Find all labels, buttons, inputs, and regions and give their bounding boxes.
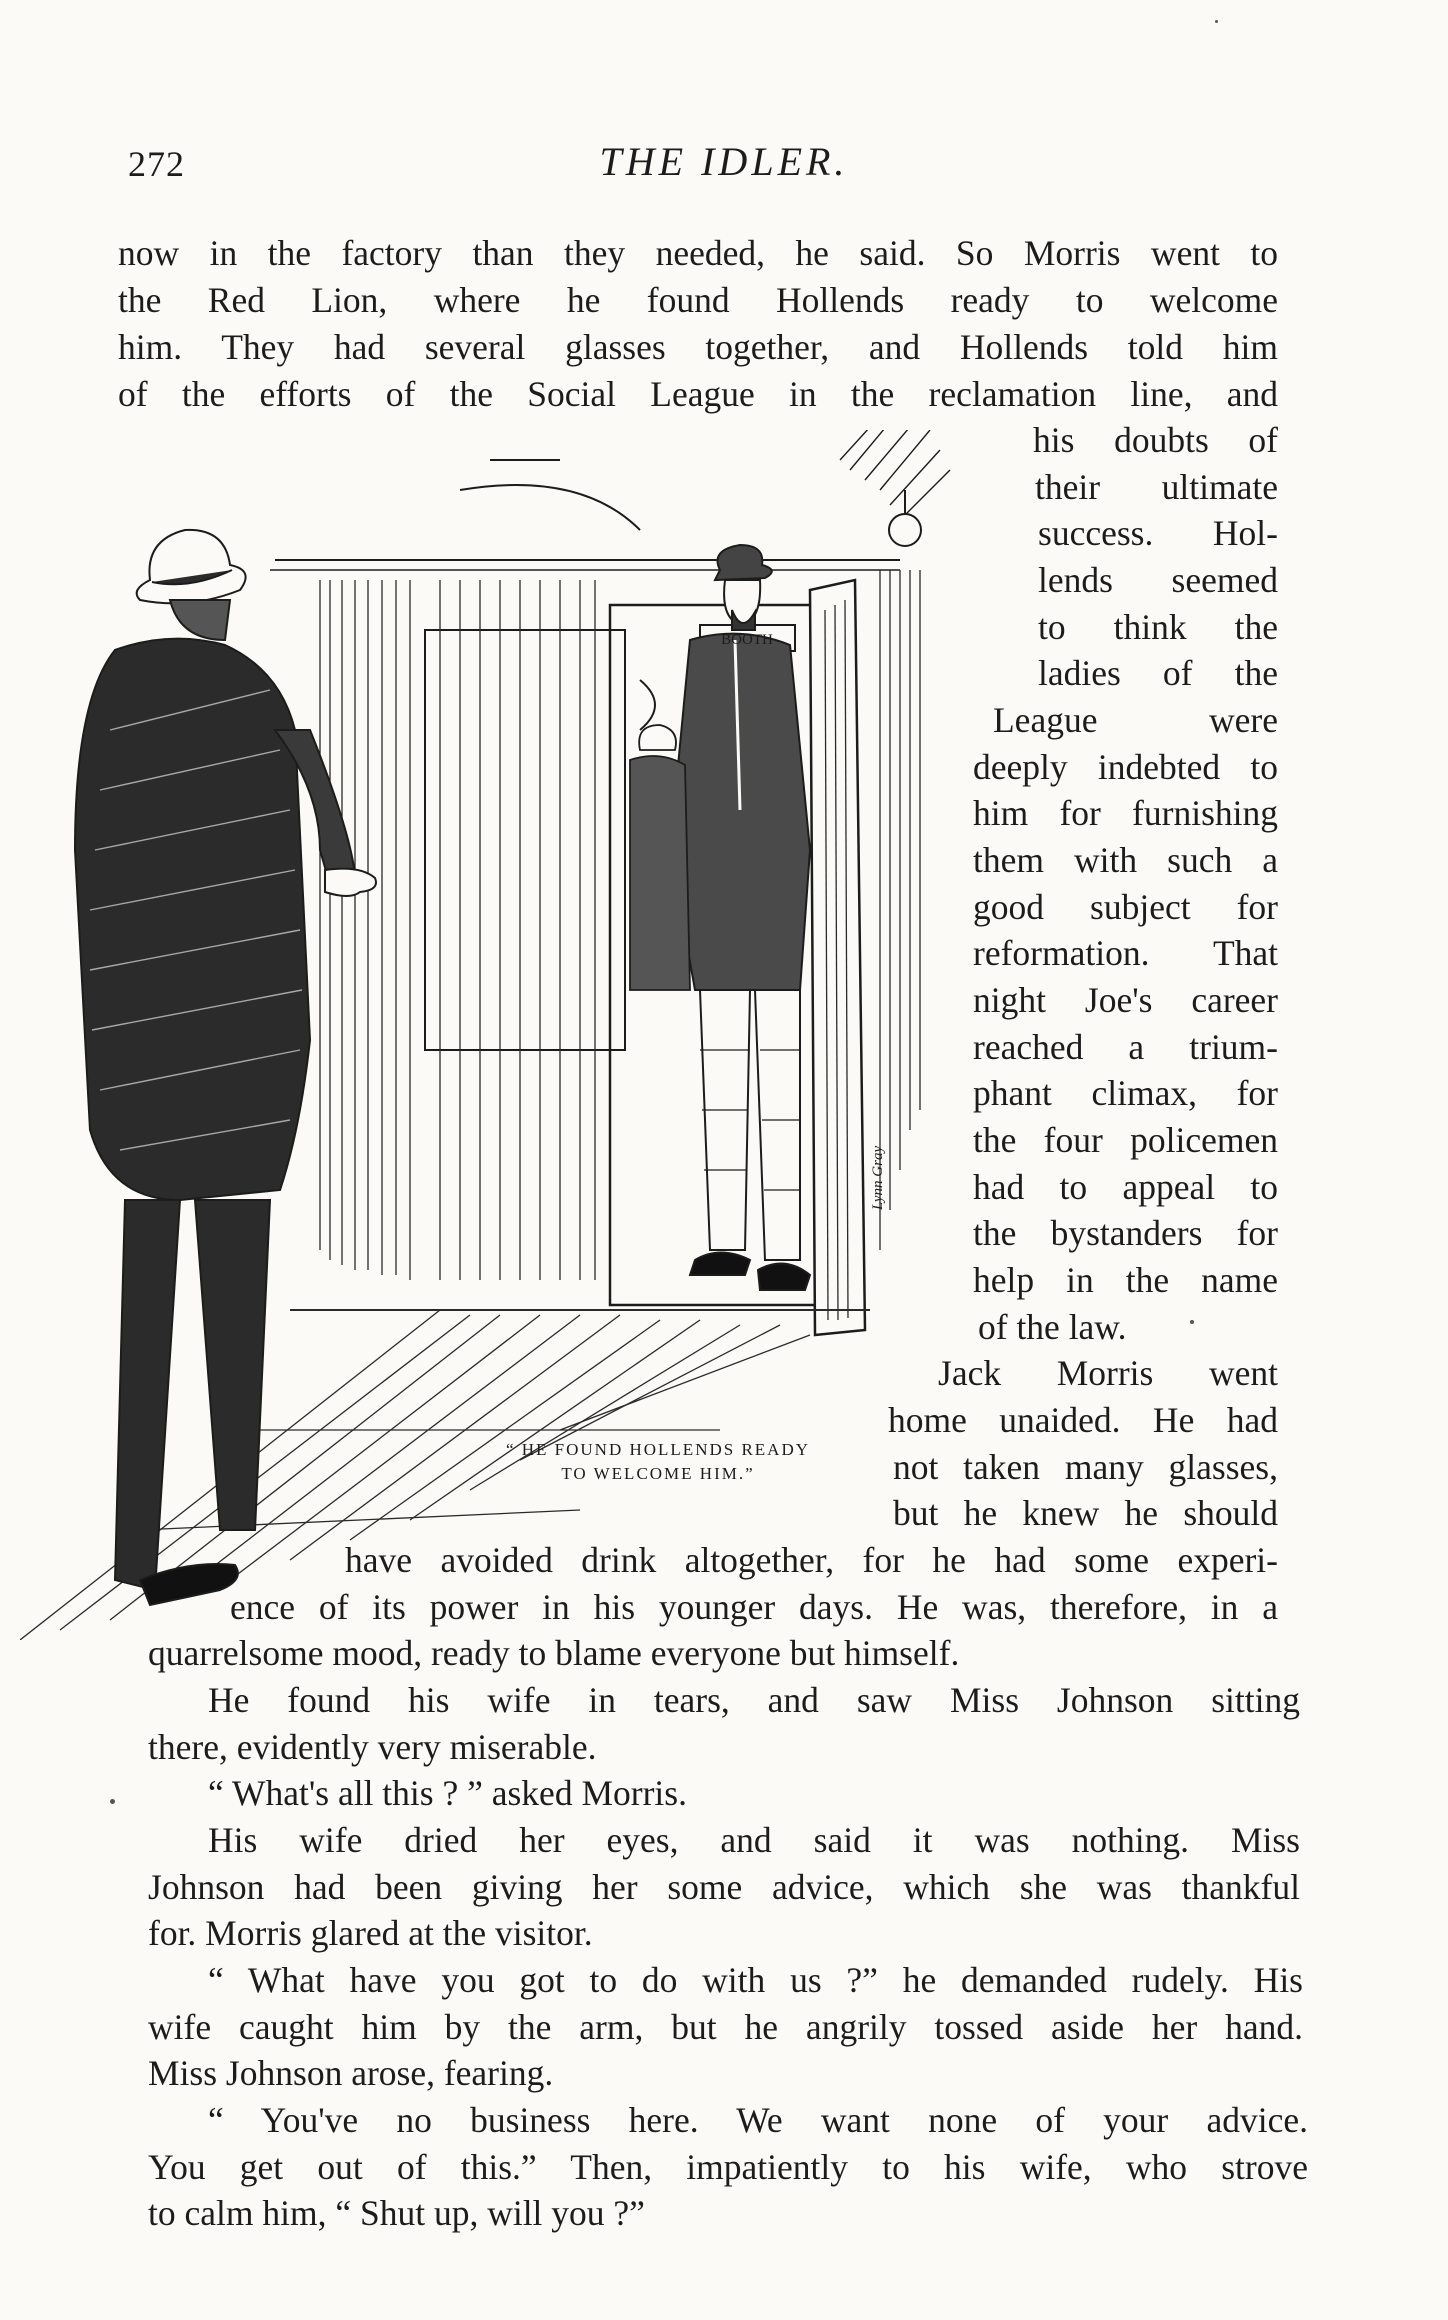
text-line: Johnson had been giving her some advice, which she was thankful [148,1867,1300,1907]
text-line: Miss Johnson arose, fearing. [148,2053,554,2093]
text-line: “ What's all this ? ” asked Morris. [208,1773,687,1813]
scan-speck [1190,1320,1194,1324]
text-line: him for furnishing [973,793,1278,833]
text-line: deeply indebted to [973,747,1278,787]
text-line: them with such a [973,840,1278,880]
text-line: him. They had several glasses together, and Hollends told him [118,327,1278,367]
text-line: ence of its power in his younger days. He was, therefore, in a [230,1587,1278,1627]
scan-speck [110,1799,115,1804]
text-line: help in the name [973,1260,1278,1300]
text-line: You get out of this.” Then, impatiently to his wife, who strove [148,2147,1308,2187]
text-line: League were [993,700,1278,740]
text-line: the Red Lion, where he found Hollends ready to welcome [118,280,1278,320]
text-line: there, evidently very miserable. [148,1727,597,1767]
text-line: Jack Morris went [938,1353,1278,1393]
text-line: ladies of the [1038,653,1278,693]
text-line: had to appeal to [973,1167,1278,1207]
text-line: of the efforts of the Social League in the reclamation line, and [118,374,1278,414]
text-line: He found his wife in tears, and saw Miss Johnson sitting [208,1680,1300,1720]
scan-speck [1215,20,1218,23]
artist-signature: Lynn Gray [870,1145,886,1210]
running-title: THE IDLER. [599,139,849,184]
text-line: good subject for [973,887,1278,927]
text-line: success. Hol- [1038,513,1278,553]
text-line: have avoided drink altogether, for he had some experi- [345,1540,1278,1580]
text-line: to calm him, “ Shut up, will you ?” [148,2193,645,2233]
text-line: His wife dried her eyes, and said it was nothing. Miss [208,1820,1300,1860]
caption-line: TO WELCOME HIM.” [561,1464,755,1483]
text-line: now in the factory than they needed, he said. So Morris went to [118,233,1278,273]
text-line: reached a trium- [973,1027,1278,1067]
caption-line: “ HE FOUND HOLLENDS READY [505,1440,811,1459]
text-line: but he knew he should [893,1493,1278,1533]
text-line: home unaided. He had [888,1400,1278,1440]
text-line: night Joe's career [973,980,1278,1020]
text-line: “ What have you got to do with us ?” he demanded rudely. His [208,1960,1303,2000]
text-line: not taken many glasses, [893,1447,1278,1487]
door-sign: BOOTH [721,632,773,648]
text-line: lends seemed [1038,560,1278,600]
illustration-caption [448,1438,868,1486]
text-line: “ You've no business here. We want none of your advice. [208,2100,1308,2140]
text-line: reformation. That [973,933,1278,973]
text-line: his doubts of [1033,420,1278,460]
text-line: phant climax, for [973,1073,1278,1113]
text-line: for. Morris glared at the visitor. [148,1913,593,1953]
text-line: to think the [1038,607,1278,647]
text-line: the bystanders for [973,1213,1278,1253]
text-line: the four policemen [973,1120,1278,1160]
text-line: quarrelsome mood, ready to blame everyone but himself. [148,1633,960,1673]
text-line: of the law. [978,1307,1127,1347]
text-line: wife caught him by the arm, but he angrily tossed aside her hand. [148,2007,1303,2047]
text-line: their ultimate [1035,467,1278,507]
page-number: 272 [128,144,185,184]
